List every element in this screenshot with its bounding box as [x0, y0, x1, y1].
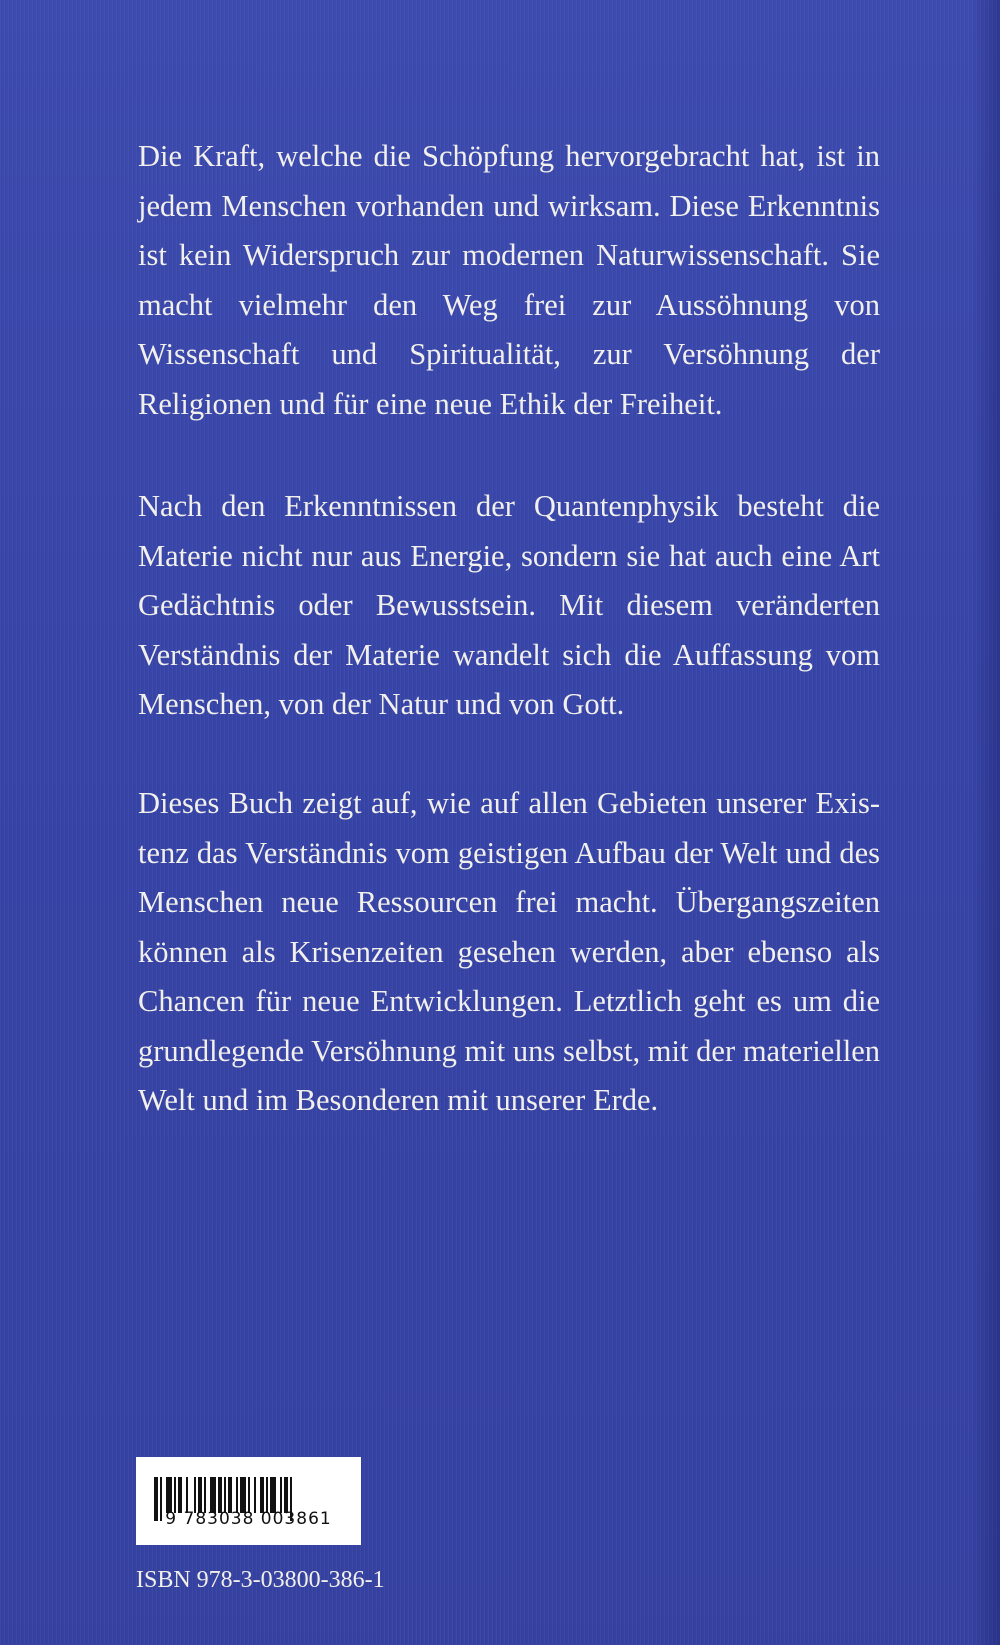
- blurb-paragraph-2: [138, 482, 880, 730]
- barcode-bar: [178, 1477, 182, 1513]
- paragraph-text: Nach den Erkenntnissen der Quantenphysik besteht die Materie nicht nur aus Energie, sondern sie hat auch eine Art Gedächtnis oder Bewusstsein. Mit diesem veränderten Verständnis der Materie wandelt sich die Auffassung vom Menschen, von der Natur und von Gott.: [138, 489, 880, 721]
- barcode-bar: [186, 1477, 188, 1513]
- barcode-bar: [236, 1477, 238, 1513]
- barcode-bar: [204, 1477, 206, 1513]
- barcode-bar: [254, 1477, 256, 1513]
- barcode-digits: 9 783038 003861: [165, 1509, 332, 1529]
- barcode-bar: [198, 1477, 202, 1513]
- blurb-paragraph-3: [138, 779, 880, 1126]
- barcode-bar: [270, 1477, 276, 1513]
- isbn-number: ISBN 978-3-03800-386-1: [136, 1567, 385, 1593]
- barcode-bar: [166, 1477, 172, 1513]
- barcode-label: [136, 1457, 361, 1545]
- blurb-paragraph-1: [138, 132, 880, 429]
- barcode-bar: [240, 1477, 246, 1513]
- barcode-bar: [260, 1477, 264, 1513]
- barcode-bar: [210, 1477, 216, 1513]
- paragraph-text: Dieses Buch zeigt auf, wie auf allen Gebieten unserer Existenz das Verständnis vom geistigen Aufbau der Welt und des Menschen neue Ressourcen frei macht. Übergangszeiten können als Krisenzeiten gesehen werden, aber ebenso als Chancen für neue Entwicklungen. Letztlich geht es um die grundlegende Versöhnung mit uns selbst, mit der materiellen Welt und im Besonderen mit unserer Erde.: [138, 786, 880, 1117]
- paragraph-text: Die Kraft, welche die Schöpfung hervorgebracht hat, ist in jedem Menschen vorhanden und wirksam. Diese Erkenntnis ist kein Widerspruch zur modernen Naturwissenschaft. Sie macht vielmehr den Weg frei zur Aussöhnung von Wissenschaft und Spiritualität, zur Versöhnung der Religionen und für eine neue Ethik der Freiheit.: [138, 139, 880, 421]
- barcode-bar: [280, 1477, 282, 1513]
- barcode-bar: [224, 1477, 226, 1513]
- barcode-bar: [284, 1477, 288, 1513]
- barcode-bar: [174, 1477, 176, 1513]
- barcode-bar: [266, 1477, 268, 1513]
- barcode-bar: [194, 1477, 196, 1513]
- barcode-bar: [248, 1477, 250, 1513]
- barcode-bar: [218, 1477, 222, 1513]
- barcode-bar: [228, 1477, 232, 1513]
